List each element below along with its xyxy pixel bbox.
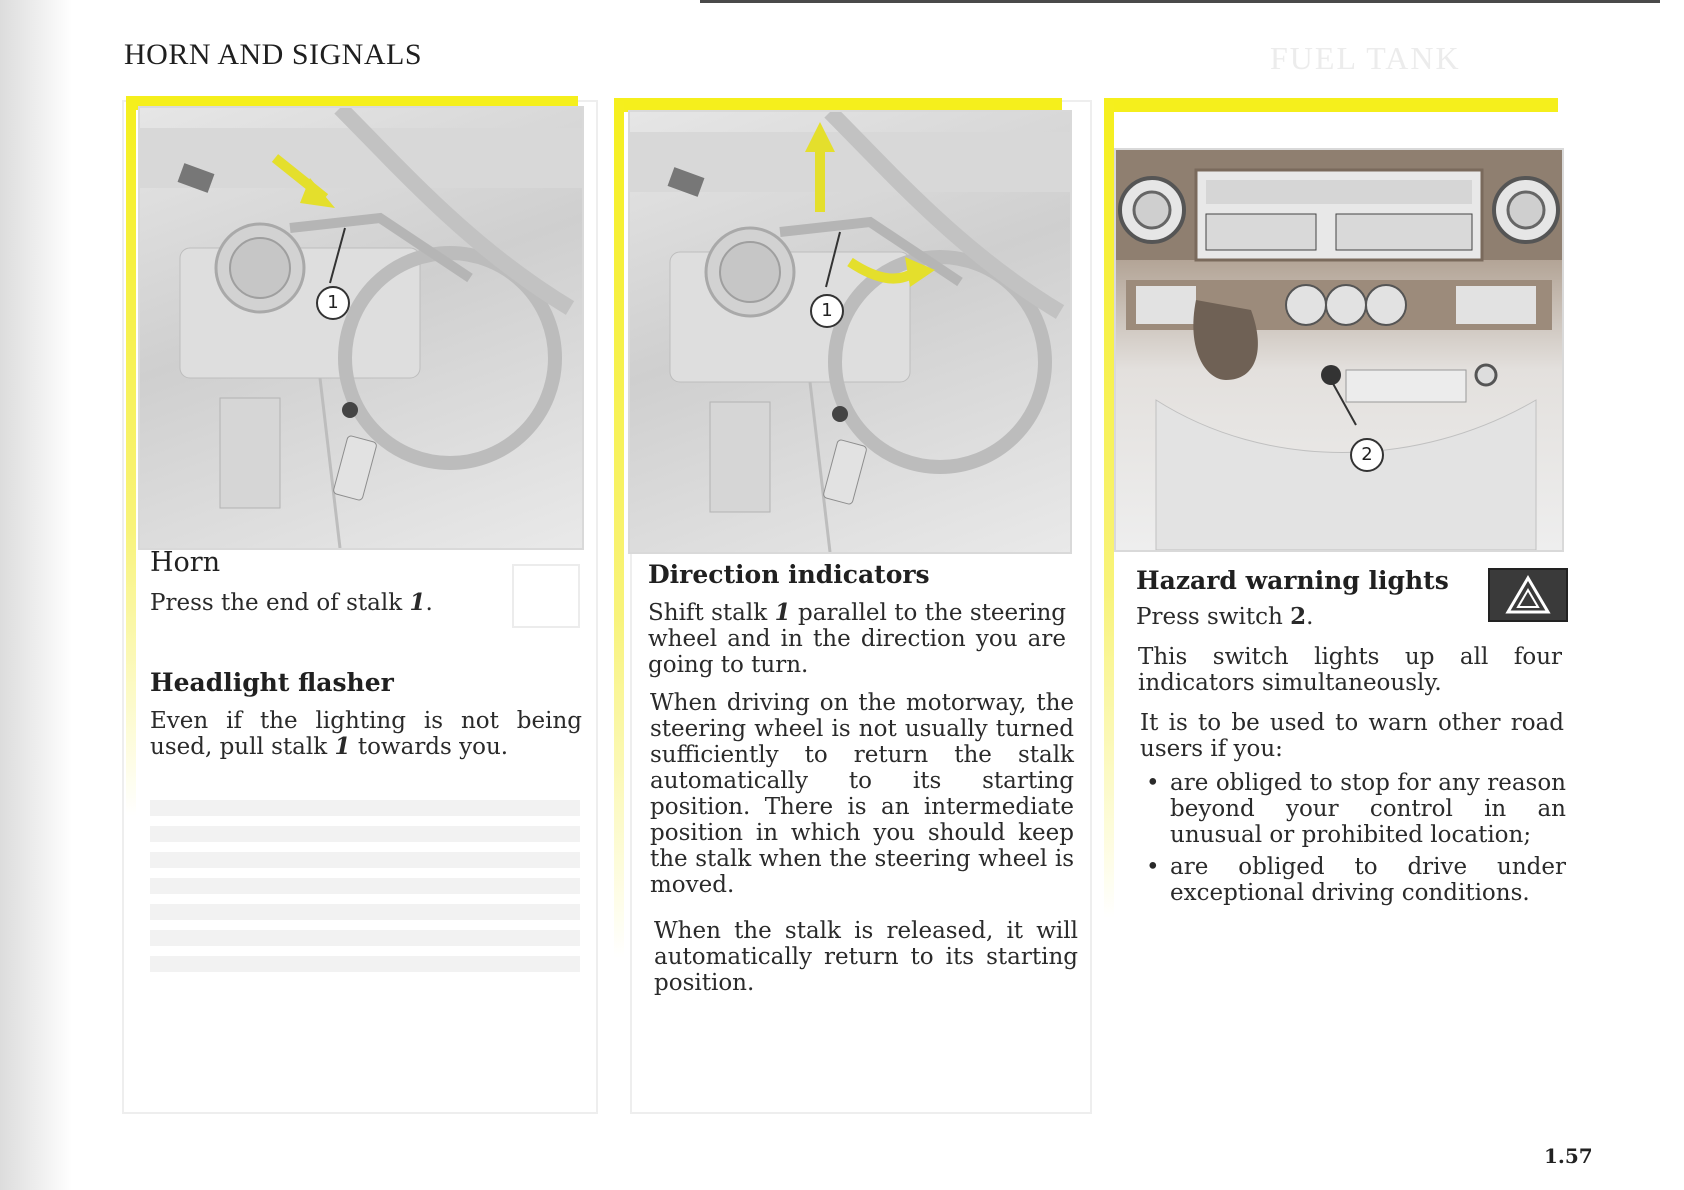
bleed-through-text [150,800,580,980]
direction-indicators-para-2: When driving on the motorway, the steering wheel is not usually turned sufficiently to return the stalk automatically to its starting position. There is an intermediate position in which you should keep the stalk when the steering wheel is moved. [650,690,1074,898]
hazard-para-1: This switch lights up all four indicators simultaneously. [1138,644,1562,696]
direction-indicators-para-1: Shift stalk 1 parallel to the steering wheel and in the direction you are going to turn. [648,599,1066,678]
headlight-flasher-text: Even if the lighting is not being used, pull stalk 1 towards you. [150,708,582,760]
callout-1: 1 [316,286,350,320]
indicator-stalk-photo [628,110,1072,554]
hazard-warning-heading: Hazard warning lights [1136,566,1449,595]
hazard-triangle-icon [1488,568,1568,622]
dashboard-illustration [630,112,1070,552]
hazard-triangle-glyph [1490,570,1566,620]
callout-1: 1 [810,294,844,328]
hazard-switch-photo [1114,148,1564,552]
hazard-conditions-list [1142,770,1566,912]
direction-indicators-para-3: When the stalk is released, it will automatically return to its starting position. [654,918,1078,996]
page-top-rule [700,0,1660,3]
list-item: • are obliged to drive under exceptional driving conditions. [1142,854,1566,906]
page-number: 1.57 [1544,1144,1593,1168]
horn-text: Press the end of stalk 1. [150,589,433,616]
bleed-through-warning-box [512,564,580,628]
left-column-accent-side [126,96,136,816]
right-column-accent-bar [1104,98,1558,112]
bleed-through-title: FUEL TANK [1270,40,1461,76]
dashboard-illustration [140,108,582,548]
horn-heading: Horn [150,547,221,578]
headlight-flasher-heading: Headlight flasher [150,668,394,697]
middle-column-accent-side [614,98,624,958]
horn-stalk-photo [138,106,584,550]
right-column-accent-side [1104,98,1114,918]
hazard-para-2: It is to be used to warn other road users if you: [1140,710,1564,762]
page-edge-shadow [0,0,72,1190]
center-console-illustration [1116,150,1562,550]
list-item: • are obliged to stop for any reason beyond your control in an unusual or prohibited location; [1142,770,1566,848]
direction-indicators-heading: Direction indicators [648,560,930,589]
callout-2: 2 [1350,438,1384,472]
page-title: HORN AND SIGNALS [124,38,423,71]
hazard-press-switch-text: Press switch 2. [1136,603,1314,630]
